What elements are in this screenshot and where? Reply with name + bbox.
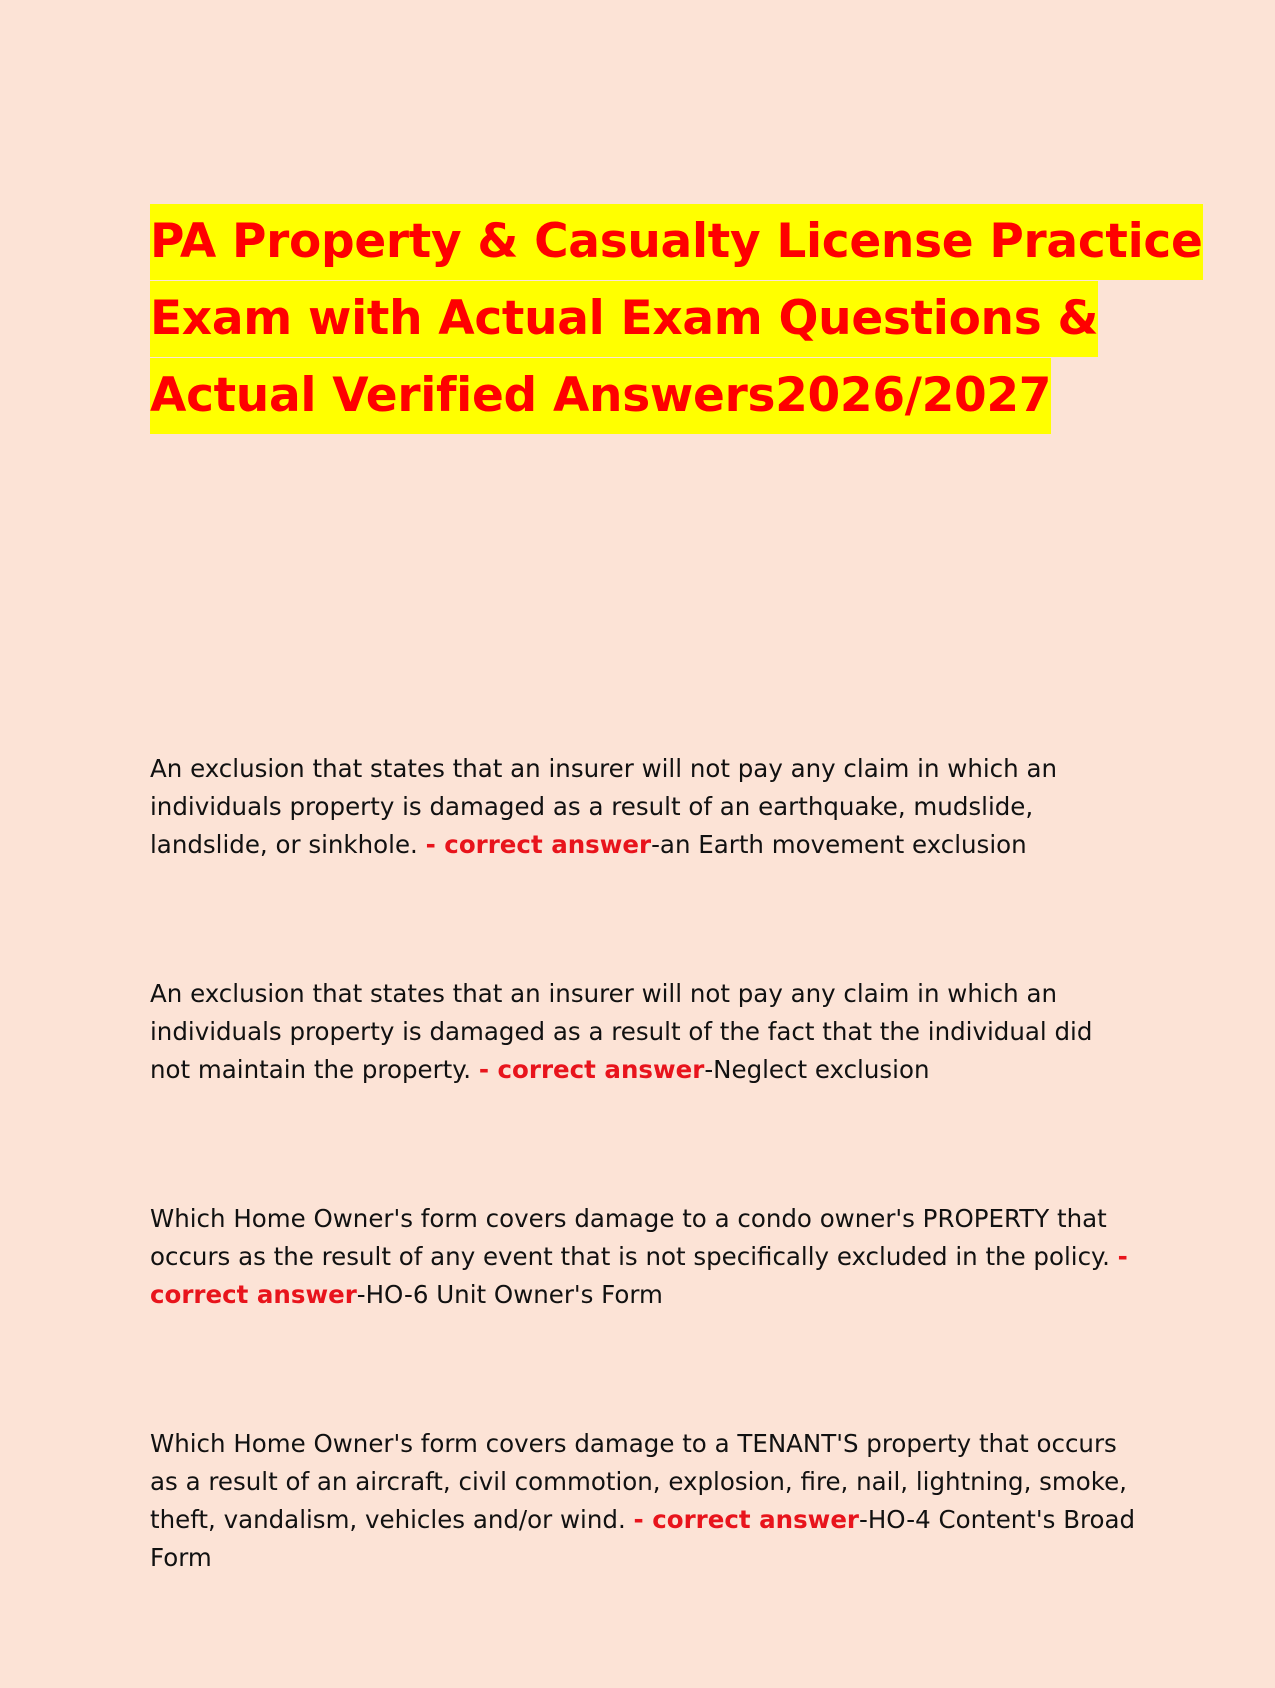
answer-text: -HO-6 Unit Owner's Form (356, 1280, 663, 1309)
correct-answer-marker: - correct answer (633, 1505, 860, 1534)
qa-item-4 (150, 1425, 1140, 1577)
question-text: Which Home Owner's form covers damage to a TENANT'S property that occurs as a result of an aircraft, civil commotion, explosion, fire, nail, lightning, smoke, theft, vandalism, vehicles and/or wind. (150, 1429, 1127, 1534)
question-text: An exclusion that states that an insurer will not pay any claim in which an individuals property is damaged as a result of the fact that the individual did not maintain the property. (150, 979, 1093, 1084)
answer-text: -Neglect exclusion (704, 1055, 930, 1084)
question-text: Which Home Owner's form covers damage to a condo owner's PROPERTY that occurs as the result of any event that is not specifically excluded in the policy. (150, 1204, 1118, 1271)
document-page (150, 0, 1203, 1650)
qa-paragraph (150, 1200, 1140, 1314)
correct-answer-marker: - correct answer (425, 830, 652, 859)
correct-answer-marker: - correct answer (478, 1055, 705, 1084)
qa-item-1 (150, 750, 1140, 864)
answer-text: -an Earth movement exclusion (651, 830, 1027, 859)
qa-item-3 (150, 1200, 1140, 1314)
answer-text: -HO-4 Content's Broad Form (150, 1505, 1136, 1572)
correct-answer-marker: - correct answer (150, 1242, 1128, 1309)
qa-item-2 (150, 975, 1140, 1089)
document-title (150, 204, 1203, 435)
title-line-2: Exam with Actual Exam Questions & (150, 281, 1098, 357)
qa-paragraph (150, 750, 1140, 864)
qa-paragraph (150, 975, 1140, 1089)
qa-paragraph (150, 1425, 1140, 1577)
question-text: An exclusion that states that an insurer will not pay any claim in which an individuals property is damaged as a result of an earthquake, mudslide, landslide, or sinkhole. (150, 754, 1058, 859)
title-line-3: Actual Verified Answers2026/2027 (150, 358, 1051, 434)
question-answer-list (150, 750, 1140, 1688)
title-line-1: PA Property & Casualty License Practice (150, 204, 1203, 280)
